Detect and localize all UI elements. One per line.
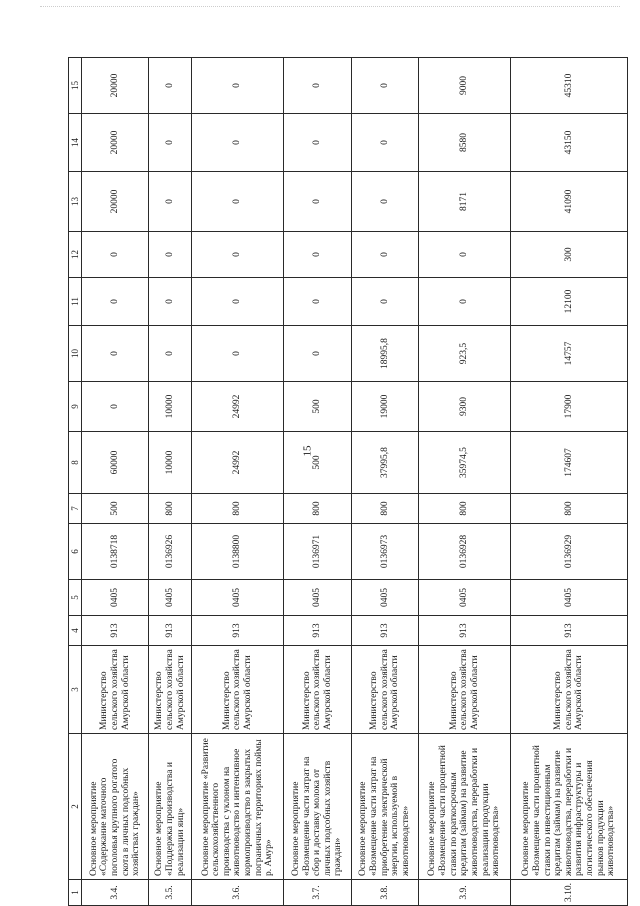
- value-cell: 0: [192, 172, 284, 232]
- activity-name-cell: Основное мероприятие «Развитие сельскохозяйственного производства с уклоном на животноводство и интенсивное кормопроизводство в закрытых пограничных территориях поймы р. Амур»: [192, 734, 284, 880]
- value-cell: 0: [149, 58, 192, 114]
- row-number-cell: 3.10.: [511, 880, 628, 906]
- value-cell: 0: [192, 58, 284, 114]
- value-cell: 60000: [82, 432, 149, 494]
- value-cell: 0: [149, 278, 192, 326]
- value-cell: 17900: [511, 382, 628, 432]
- value-cell: 800: [419, 494, 511, 524]
- value-cell: 0: [351, 278, 418, 326]
- value-cell: 0: [149, 172, 192, 232]
- value-cell: 0: [419, 278, 511, 326]
- executor-cell: Министерство сельского хозяйства Амурской области: [82, 646, 149, 734]
- column-header: 13: [69, 172, 82, 232]
- value-cell: 800: [284, 494, 351, 524]
- table-row: [82, 58, 149, 906]
- value-cell: 24992: [192, 432, 284, 494]
- page-number: 15: [301, 445, 314, 457]
- value-cell: 41090: [511, 172, 628, 232]
- value-cell: 0138800: [192, 524, 284, 580]
- value-cell: 19000: [351, 382, 418, 432]
- activity-name-cell: Основное мероприятие «Поддержка производства и реализации яиц»: [149, 734, 192, 880]
- value-cell: 0: [351, 172, 418, 232]
- value-cell: 913: [149, 616, 192, 646]
- value-cell: 174607: [511, 432, 628, 494]
- row-number-cell: 3.5.: [149, 880, 192, 906]
- activity-name-cell: Основное мероприятие «Возмещение части процентной ставки по краткосрочным кредитам (займам) на развитие животноводства, переработки и реализации продукции животноводства»: [419, 734, 511, 880]
- table-row: [419, 58, 511, 906]
- value-cell: 0: [192, 278, 284, 326]
- value-cell: 0: [351, 114, 418, 172]
- table-body: [82, 58, 628, 906]
- table-row: [511, 58, 628, 906]
- column-header: 1: [69, 880, 82, 906]
- value-cell: 14757: [511, 326, 628, 382]
- value-cell: 0: [284, 172, 351, 232]
- column-header: 6: [69, 524, 82, 580]
- value-cell: 0405: [511, 580, 628, 616]
- value-cell: 0136929: [511, 524, 628, 580]
- table-row: [192, 58, 284, 906]
- value-cell: 8171: [419, 172, 511, 232]
- executor-cell: Министерство сельского хозяйства Амурской области: [192, 646, 284, 734]
- value-cell: 0405: [351, 580, 418, 616]
- value-cell: 0405: [284, 580, 351, 616]
- value-cell: 0: [82, 326, 149, 382]
- value-cell: 0: [149, 114, 192, 172]
- row-number-cell: 3.7.: [284, 880, 351, 906]
- value-cell: 800: [192, 494, 284, 524]
- value-cell: 913: [511, 616, 628, 646]
- column-header: 3: [69, 646, 82, 734]
- value-cell: 0: [192, 326, 284, 382]
- value-cell: 0: [284, 232, 351, 278]
- value-cell: 0: [192, 114, 284, 172]
- executor-cell: Министерство сельского хозяйства Амурской области: [511, 646, 628, 734]
- value-cell: 43150: [511, 114, 628, 172]
- executor-cell: Министерство сельского хозяйства Амурской области: [351, 646, 418, 734]
- rotated-table-wrapper: [68, 58, 628, 906]
- value-cell: 0136928: [419, 524, 511, 580]
- value-cell: 0: [284, 326, 351, 382]
- value-cell: 300: [511, 232, 628, 278]
- activity-name-cell: Основное мероприятие «Возмещение части затрат на приобретение электрической энергии, используемой в животноводстве»: [351, 734, 418, 880]
- value-cell: 35974,5: [419, 432, 511, 494]
- value-cell: 0: [284, 114, 351, 172]
- column-header: 2: [69, 734, 82, 880]
- value-cell: 0: [82, 278, 149, 326]
- column-header: 7: [69, 494, 82, 524]
- executor-cell: Министерство сельского хозяйства Амурской области: [149, 646, 192, 734]
- value-cell: 20000: [82, 58, 149, 114]
- value-cell: 0: [149, 232, 192, 278]
- header-row: [69, 58, 82, 906]
- value-cell: 0136971: [284, 524, 351, 580]
- value-cell: 20000: [82, 114, 149, 172]
- column-header: 14: [69, 114, 82, 172]
- table-row: [284, 58, 351, 906]
- activity-name-cell: Основное мероприятие «Содержание маточного поголовья крупного рогатого скота в личных подсобных хозяйствах граждан»: [82, 734, 149, 880]
- value-cell: 0138718: [82, 524, 149, 580]
- value-cell: 913: [419, 616, 511, 646]
- value-cell: 10000: [149, 382, 192, 432]
- value-cell: 0405: [82, 580, 149, 616]
- value-cell: 0: [192, 232, 284, 278]
- value-cell: 8580: [419, 114, 511, 172]
- value-cell: 923,5: [419, 326, 511, 382]
- value-cell: 0: [149, 326, 192, 382]
- value-cell: 37995,8: [351, 432, 418, 494]
- value-cell: 0136973: [351, 524, 418, 580]
- value-cell: 0: [351, 58, 418, 114]
- value-cell: 0: [284, 58, 351, 114]
- row-number-cell: 3.8.: [351, 880, 418, 906]
- value-cell: 0405: [149, 580, 192, 616]
- activity-name-cell: Основное мероприятие «Возмещение части затрат на сбор и доставку молока от личных подсобных хозяйств граждан»: [284, 734, 351, 880]
- value-cell: 0: [82, 232, 149, 278]
- value-cell: 800: [351, 494, 418, 524]
- value-cell: 800: [511, 494, 628, 524]
- value-cell: 0: [419, 232, 511, 278]
- value-cell: 913: [351, 616, 418, 646]
- table-row: [351, 58, 418, 906]
- column-header: 10: [69, 326, 82, 382]
- table-row: [149, 58, 192, 906]
- column-header: 15: [69, 58, 82, 114]
- value-cell: 0: [82, 382, 149, 432]
- value-cell: 913: [82, 616, 149, 646]
- executor-cell: Министерство сельского хозяйства Амурской области: [284, 646, 351, 734]
- row-number-cell: 3.9.: [419, 880, 511, 906]
- executor-cell: Министерство сельского хозяйства Амурской области: [419, 646, 511, 734]
- column-header: 12: [69, 232, 82, 278]
- column-header: 11: [69, 278, 82, 326]
- scan-artifact-line: [40, 6, 620, 11]
- value-cell: 9300: [419, 382, 511, 432]
- column-header: 8: [69, 432, 82, 494]
- value-cell: 0136926: [149, 524, 192, 580]
- value-cell: 0: [351, 232, 418, 278]
- value-cell: 45310: [511, 58, 628, 114]
- value-cell: 20000: [82, 172, 149, 232]
- value-cell: 9000: [419, 58, 511, 114]
- value-cell: 500: [284, 432, 351, 494]
- value-cell: 0405: [419, 580, 511, 616]
- value-cell: 12100: [511, 278, 628, 326]
- column-header: 9: [69, 382, 82, 432]
- value-cell: 18995,8: [351, 326, 418, 382]
- value-cell: 500: [284, 382, 351, 432]
- value-cell: 24992: [192, 382, 284, 432]
- value-cell: 10000: [149, 432, 192, 494]
- row-number-cell: 3.6.: [192, 880, 284, 906]
- activity-name-cell: Основное мероприятие «Возмещение части процентной ставки по инвестиционным кредитам (займам) на развитие животноводства, переработки и развития инфраструктуры и логистического обеспечения рынков продукции животноводства»: [511, 734, 628, 880]
- value-cell: 913: [192, 616, 284, 646]
- value-cell: 500: [82, 494, 149, 524]
- program-activities-table: [68, 57, 628, 906]
- value-cell: 800: [149, 494, 192, 524]
- value-cell: 913: [284, 616, 351, 646]
- column-header: 5: [69, 580, 82, 616]
- row-number-cell: 3.4.: [82, 880, 149, 906]
- value-cell: 0: [284, 278, 351, 326]
- column-header: 4: [69, 616, 82, 646]
- value-cell: 0405: [192, 580, 284, 616]
